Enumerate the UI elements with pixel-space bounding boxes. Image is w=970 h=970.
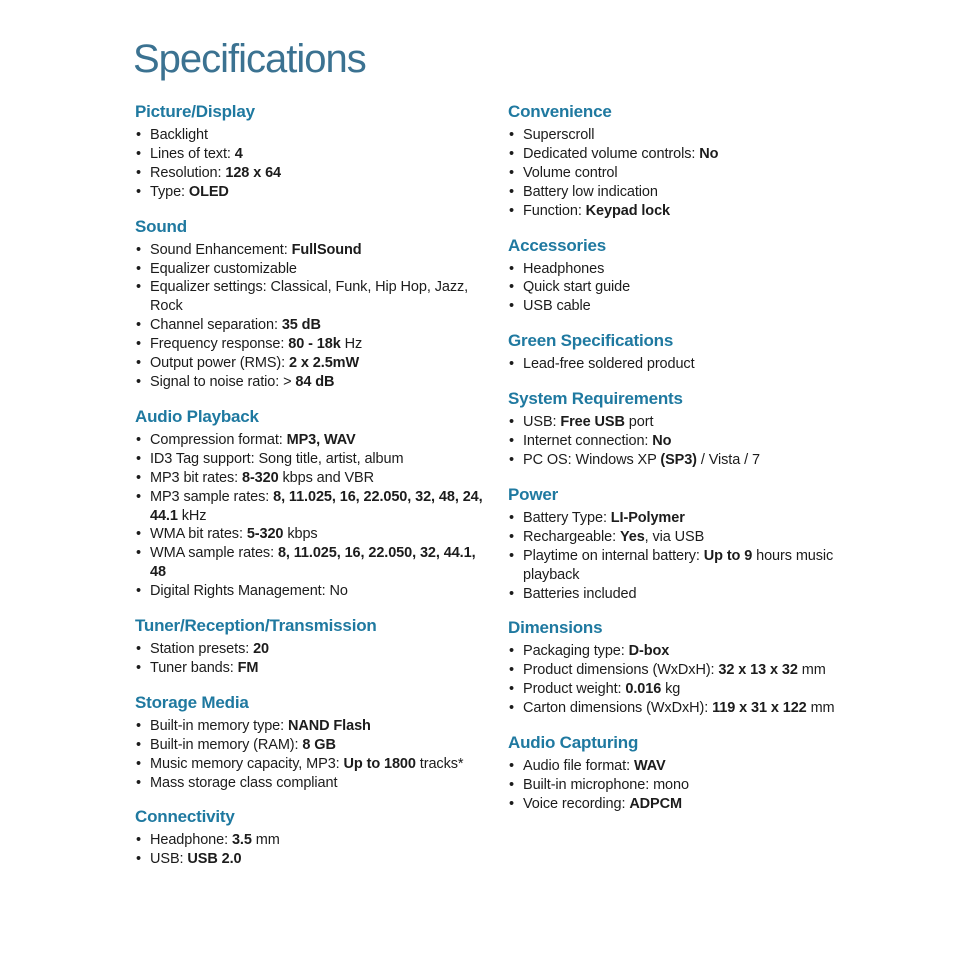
spec-item [508,528,876,547]
spec-item [135,831,503,850]
section-heading: Audio Capturing [508,733,639,753]
spec-value: 119 x 31 x 122 [712,700,807,717]
spec-list [508,260,876,317]
spec-text: tracks* [415,755,464,772]
spec-item [508,661,876,680]
spec-text: kbps and VBR [278,469,374,486]
spec-text: USB: [150,851,188,868]
spec-list [508,642,876,718]
spec-text: Hz [340,336,363,353]
spec-text: port [624,414,654,431]
spec-item [508,145,876,164]
spec-list [508,757,876,814]
spec-item [135,717,503,736]
spec-item [508,432,876,451]
spec-item [508,183,876,202]
spec-list [135,241,503,392]
spec-text: Dedicated volume controls: [523,145,700,162]
spec-item [508,776,876,795]
spec-item [508,795,876,814]
spec-item [135,469,503,488]
spec-list [135,717,503,793]
section-heading: Tuner/Reception/Transmission [135,616,377,636]
spec-text: WMA bit rates: [150,526,247,543]
spec-item [508,757,876,776]
spec-item [508,126,876,145]
spec-value: Up to 1800 [343,755,416,772]
section-heading: System Requirements [508,389,683,409]
spec-list [135,126,503,202]
spec-item [508,699,876,718]
spec-item [135,183,503,202]
spec-text: kg [661,681,681,698]
spec-text: Audio file format: [523,758,634,775]
spec-text: Battery low indication [523,183,658,200]
spec-value: 8 GB [302,736,336,753]
spec-item [508,680,876,699]
spec-text: Rechargeable: [523,528,620,545]
spec-item [135,544,503,582]
spec-text: mm [797,662,826,679]
spec-text: Quick start guide [523,279,631,296]
spec-item [135,241,503,260]
spec-text: Superscroll [523,127,595,143]
page-title: Specifications [133,36,366,81]
spec-text: kHz [177,507,207,524]
spec-text: Voice recording: [523,795,630,812]
spec-value: 80 - 18k [288,336,341,353]
section-heading: Accessories [508,235,606,255]
spec-value: No [652,433,672,450]
spec-item [508,297,876,316]
spec-text: / Vista / 7 [696,451,760,468]
spec-text: Output power (RMS): [150,355,290,372]
spec-item [135,431,503,450]
spec-section [508,102,876,221]
spec-section [508,331,876,374]
section-heading: Storage Media [135,692,249,712]
spec-text: Equalizer settings: Classical, Funk, Hip Hop, Jazz, [150,279,469,296]
spec-value: LI-Polymer [610,509,685,526]
spec-value: (SP3) [660,451,697,468]
spec-text: Playtime on internal battery: [523,547,704,564]
spec-value: FullSound [291,241,362,258]
spec-item [135,850,503,869]
spec-text: PC OS: Windows XP [523,451,661,468]
spec-value: 5-320 [246,526,284,543]
spec-item [508,278,876,297]
spec-text: Digital Rights Management: No [150,583,348,600]
section-heading: Audio Playback [135,406,259,426]
section-heading: Picture/Display [135,102,255,121]
spec-text: MP3 bit rates: [150,469,242,486]
spec-text: Equalizer customizable [150,260,297,277]
spec-value: 3.5 [231,832,252,849]
spec-value: 20 [253,641,270,658]
spec-text: Channel separation: [150,317,282,334]
spec-section [135,807,503,869]
spec-item [135,126,503,145]
spec-value: 8, 11.025, 16, 22.050, 32, 48, 24, [273,488,483,505]
spec-text: Signal to noise ratio: > [150,373,296,390]
spec-item [508,451,876,470]
spec-item [135,755,503,774]
spec-text: Backlight [150,127,208,143]
spec-value: WAV [633,758,666,775]
spec-item [135,774,503,793]
spec-text: Resolution: [150,164,226,181]
spec-text: Frequency response: [150,336,289,353]
spec-text: Packaging type: [523,643,629,660]
spec-column-right [508,102,876,829]
spec-item [135,335,503,354]
spec-item [508,642,876,661]
spec-text: Station presets: [150,641,254,658]
spec-item [508,355,876,374]
section-heading: Convenience [508,102,612,121]
spec-item [135,582,503,601]
spec-section [135,217,503,392]
spec-item [508,547,876,585]
spec-item [135,354,503,373]
spec-item [508,202,876,221]
spec-section [508,236,876,317]
section-heading: Sound [135,216,187,236]
spec-text: Sound Enhancement: [150,241,292,258]
section-heading: Connectivity [135,807,235,827]
spec-text: mm [806,700,835,717]
spec-text: Rock [150,298,183,315]
spec-value: OLED [188,183,229,200]
spec-text: Music memory capacity, MP3: [150,755,344,772]
spec-value: FM [237,659,259,676]
spec-text: mm [251,832,280,849]
spec-value: 8-320 [241,469,279,486]
spec-item [508,509,876,528]
spec-value: No [699,145,719,162]
spec-item [135,659,503,678]
spec-column-left [135,102,503,884]
spec-item [508,585,876,604]
spec-text: Batteries included [523,585,637,602]
spec-list [508,509,876,604]
spec-value: D-box [628,643,670,660]
spec-text: Mass storage class compliant [150,774,338,791]
spec-item [135,164,503,183]
spec-text: Built-in memory type: [150,717,289,734]
spec-item [508,164,876,183]
section-heading: Power [508,484,559,504]
spec-text: Lines of text: [150,145,235,162]
spec-text: USB: [523,414,561,431]
spec-section [135,102,503,202]
spec-item [135,488,503,526]
spec-text: playback [523,566,580,583]
spec-text: , via USB [644,528,705,545]
spec-text: MP3 sample rates: [150,488,274,505]
spec-value: 8, 11.025, 16, 22.050, 32, 44.1, [277,545,476,562]
spec-item [135,316,503,335]
spec-item [135,736,503,755]
spec-value: Yes [619,528,645,545]
spec-text: Product dimensions (WxDxH): [523,662,719,679]
spec-item [508,413,876,432]
spec-value: 48 [150,564,166,581]
spec-list [508,126,876,221]
spec-section [508,389,876,470]
spec-item [135,373,503,392]
spec-value: 4 [234,145,243,162]
spec-section [135,616,503,678]
spec-item [135,260,503,279]
spec-value: Up to 9 [703,547,753,564]
spec-list [135,831,503,869]
spec-list [508,355,876,374]
spec-text: Battery Type: [523,509,611,526]
spec-section [508,733,876,814]
spec-value: 35 dB [281,317,321,334]
spec-text: Tuner bands: [150,659,238,676]
spec-item [135,640,503,659]
spec-text: USB cable [523,298,591,315]
spec-list [508,413,876,470]
spec-item [508,260,876,279]
spec-value: 44.1 [150,507,178,524]
spec-value: 84 dB [295,373,335,390]
spec-value: NAND Flash [288,717,371,734]
spec-text: ID3 Tag support: Song title, artist, album [150,450,404,467]
spec-text: WMA sample rates: [150,545,278,562]
spec-value: 2 x 2.5mW [289,355,360,372]
spec-list [135,431,503,601]
spec-value: ADPCM [629,795,682,812]
spec-value: Keypad lock [585,202,670,219]
section-heading: Green Specifications [508,331,674,351]
spec-item [135,450,503,469]
spec-section [508,618,876,718]
spec-list [135,640,503,678]
spec-value: 0.016 [625,681,662,698]
spec-text: Headphone: [150,832,232,849]
spec-item [135,145,503,164]
spec-value: MP3, WAV [286,431,356,448]
spec-text: Carton dimensions (WxDxH): [523,700,713,717]
spec-text: Lead-free soldered product [523,356,695,373]
spec-text: Headphones [523,260,605,277]
spec-text: Function: [523,202,586,219]
spec-text: Type: [150,183,189,200]
spec-value: Free USB [560,414,625,431]
spec-text: Volume control [523,164,618,181]
spec-value: 128 x 64 [225,164,282,181]
spec-value: USB 2.0 [187,851,242,868]
spec-item [135,278,503,316]
spec-item [135,525,503,544]
spec-text: Compression format: [150,431,287,448]
spec-text: Built-in microphone: mono [523,776,689,793]
spec-section [508,485,876,604]
spec-text: Internet connection: [523,433,653,450]
spec-text: kbps [283,526,318,543]
spec-text: Product weight: [523,681,626,698]
spec-text: hours music [752,547,834,564]
spec-text: Built-in memory (RAM): [150,736,303,753]
spec-value: 32 x 13 x 32 [718,662,798,679]
spec-section [135,693,503,793]
section-heading: Dimensions [508,618,603,638]
spec-section [135,407,503,601]
